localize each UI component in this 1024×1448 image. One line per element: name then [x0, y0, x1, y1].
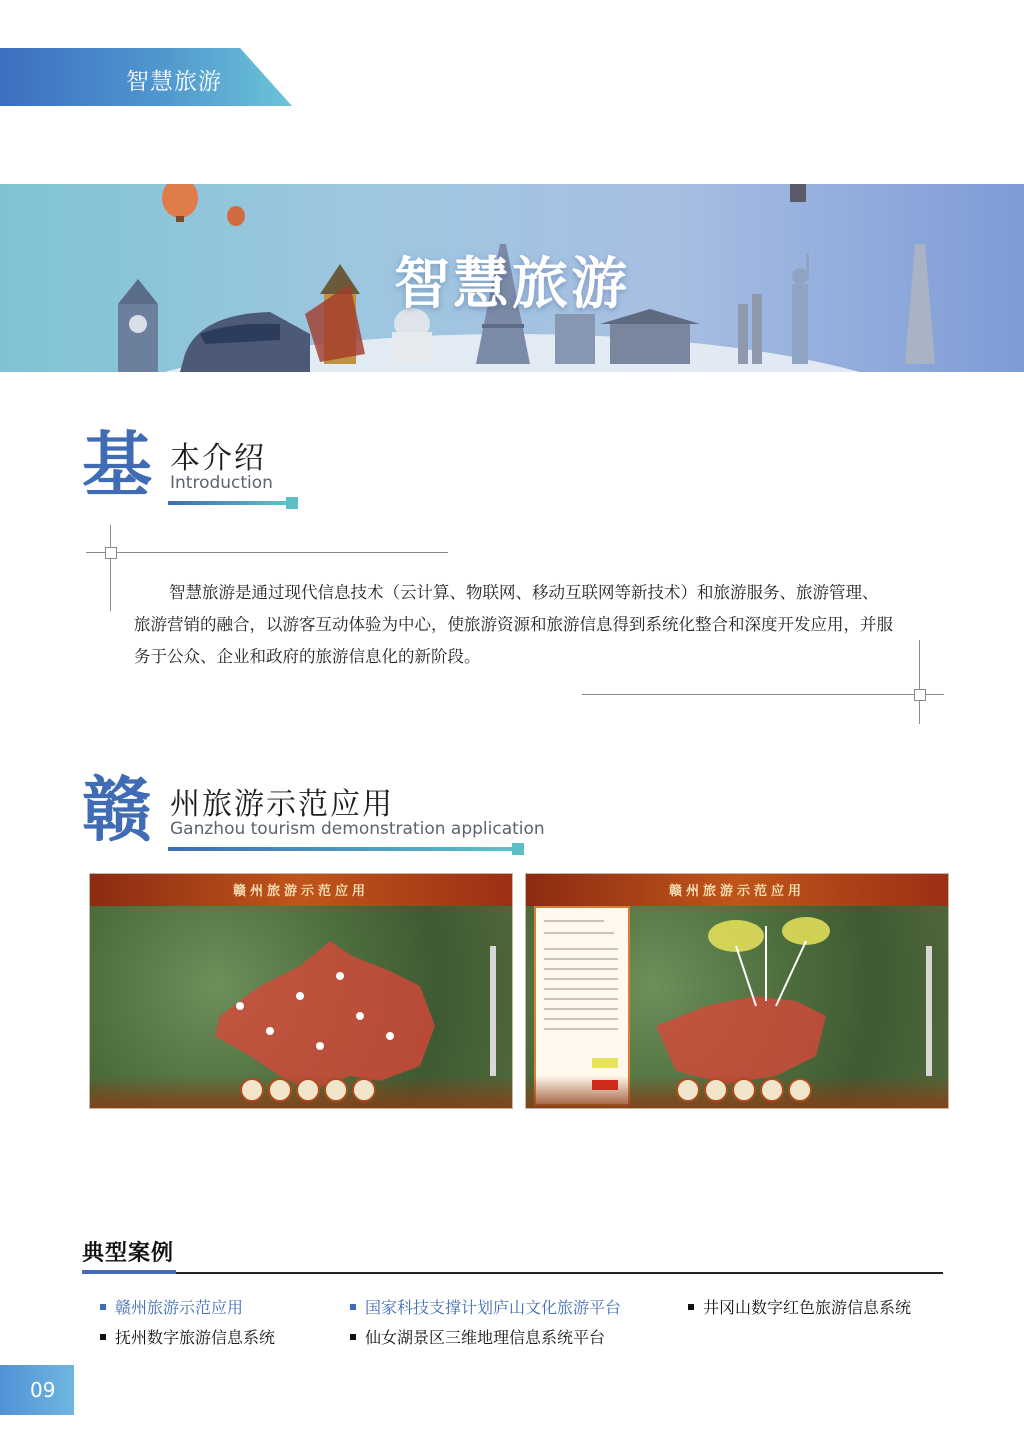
frame-left-vline — [110, 525, 111, 611]
header-tab-label: 智慧旅游 — [126, 69, 222, 95]
case-item-label: 井冈山数字红色旅游信息系统 — [703, 1298, 912, 1317]
toolbar-button[interactable] — [324, 1078, 348, 1102]
bullet-icon — [688, 1304, 694, 1310]
case-item-lushan[interactable] — [350, 1295, 621, 1318]
screenshot-header-title: 赣州旅游示范应用 — [232, 884, 369, 899]
intro-paragraph: 智慧旅游是通过现代信息技术（云计算、物联网、移动互联网等新技术）和旅游服务、旅游管理、旅游营销的融合，以游客互动体验为中心，使旅游资源和旅游信息得到系统化整合和深度开发应用，并服务于公众、企业和政府的旅游信息化的新阶段。 — [134, 583, 893, 666]
screenshot-header — [90, 874, 512, 906]
cases-divider — [82, 1272, 943, 1274]
case-item-jinggangshan[interactable] — [688, 1295, 911, 1318]
ganzhou-title: 州旅游示范应用 — [170, 787, 394, 822]
panel-text-line — [544, 978, 618, 980]
intro-title: 本介绍 — [170, 441, 266, 476]
toolbar-button[interactable] — [676, 1078, 700, 1102]
cases-title: 典型案例 — [82, 1241, 175, 1266]
frame-corner-top-left — [105, 547, 117, 559]
case-item-ganzhou[interactable] — [100, 1295, 243, 1318]
ganzhou-initial-char: 赣 — [82, 768, 152, 851]
toolbar-button[interactable] — [352, 1078, 376, 1102]
intro-underline-marker — [286, 497, 298, 509]
panel-text-line — [544, 988, 618, 990]
panel-text-line — [544, 1028, 618, 1030]
bullet-icon — [350, 1304, 356, 1310]
panel-text-line — [544, 920, 604, 922]
case-item-fuzhou[interactable] — [100, 1325, 275, 1348]
screenshot-toolbar — [526, 1076, 948, 1108]
panel-text-line — [544, 948, 618, 950]
ganzhou-underline-marker — [512, 843, 524, 855]
case-item-label: 仙女湖景区三维地理信息系统平台 — [365, 1328, 606, 1347]
panel-text-line — [544, 998, 618, 1000]
case-item-label: 国家科技支撑计划庐山文化旅游平台 — [365, 1298, 622, 1317]
toolbar-button[interactable] — [240, 1078, 264, 1102]
frame-corner-bottom-right — [914, 689, 926, 701]
panel-text-line — [544, 958, 618, 960]
toolbar-button[interactable] — [296, 1078, 320, 1102]
banner-title: 智慧旅游 — [394, 252, 630, 317]
toolbar-button[interactable] — [760, 1078, 784, 1102]
ganzhou-screenshot-route — [525, 873, 949, 1109]
intro-underline — [168, 501, 286, 505]
frame-bottom-hline — [582, 694, 944, 695]
panel-text-line — [544, 1018, 618, 1020]
case-item-label: 抚州数字旅游信息系统 — [115, 1328, 276, 1347]
ganzhou-subtitle: Ganzhou tourism demonstration application — [170, 819, 545, 839]
screenshot-header — [526, 874, 948, 906]
case-item-label: 赣州旅游示范应用 — [115, 1298, 244, 1317]
bullet-icon — [100, 1334, 106, 1340]
case-item-xiannvhu[interactable] — [350, 1325, 605, 1348]
toolbar-button[interactable] — [268, 1078, 292, 1102]
bullet-icon — [350, 1334, 356, 1340]
intro-initial-char: 基 — [82, 423, 152, 506]
toolbar-button[interactable] — [704, 1078, 728, 1102]
toolbar-button[interactable] — [788, 1078, 812, 1102]
toolbar-button[interactable] — [732, 1078, 756, 1102]
screenshot-toolbar — [90, 1076, 512, 1108]
screenshot-header-title: 赣州旅游示范应用 — [668, 884, 805, 899]
bullet-icon — [100, 1304, 106, 1310]
frame-right-vline — [919, 640, 920, 724]
intro-subtitle: Introduction — [170, 473, 273, 493]
frame-top-hline — [86, 552, 448, 553]
ganzhou-underline — [168, 847, 512, 851]
panel-text-line — [544, 1008, 618, 1010]
panel-text-line — [544, 932, 614, 934]
legend-yellow-swatch — [592, 1058, 618, 1068]
page-number: 09 — [0, 1365, 74, 1415]
panel-text-line — [544, 968, 618, 970]
ganzhou-screenshot-map — [89, 873, 513, 1109]
cases-divider-accent — [82, 1270, 176, 1274]
